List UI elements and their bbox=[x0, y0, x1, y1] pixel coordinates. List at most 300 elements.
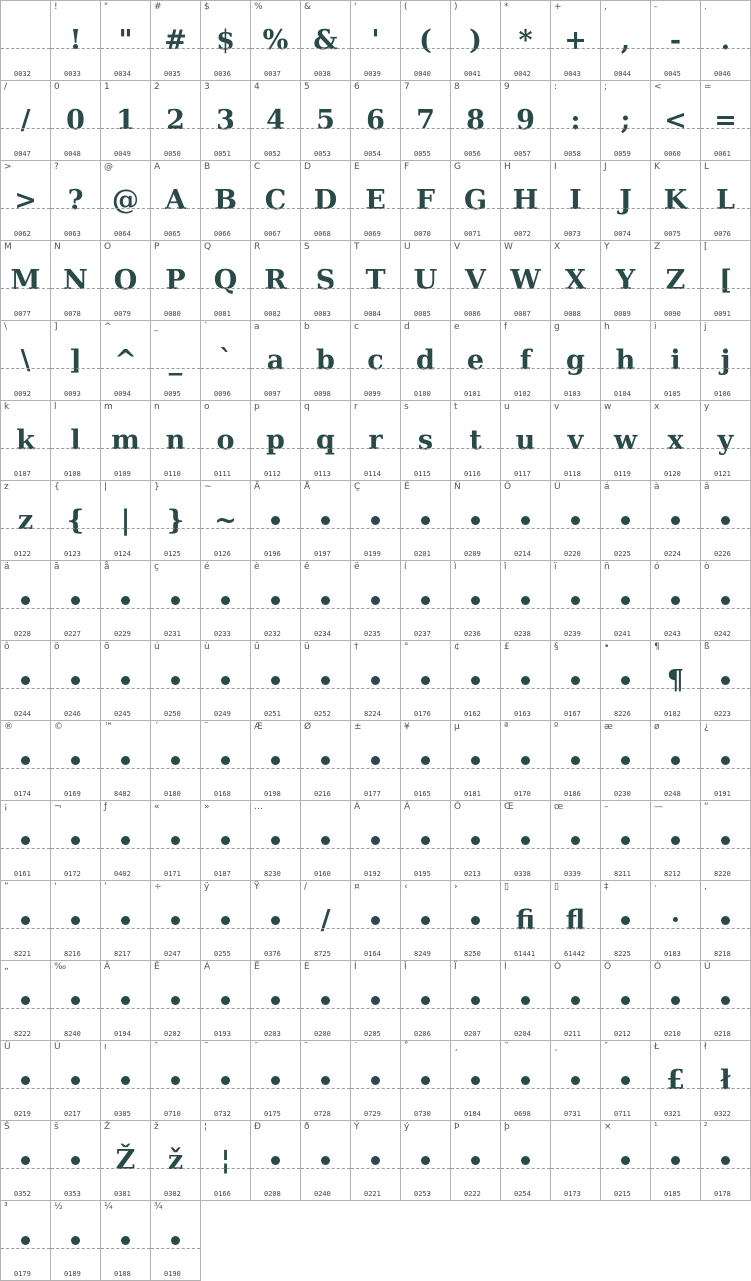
glyph-preview: $ bbox=[216, 24, 235, 56]
baseline-guide bbox=[101, 928, 150, 929]
glyph-cell bbox=[51, 81, 101, 161]
baseline-guide bbox=[601, 688, 650, 689]
char-code: 0402 bbox=[114, 870, 131, 878]
char-label: 9 bbox=[504, 82, 510, 92]
glyph-cell bbox=[201, 1041, 251, 1121]
glyph-cell bbox=[651, 1121, 701, 1201]
baseline-guide bbox=[651, 1008, 700, 1009]
missing-glyph-dot bbox=[1, 659, 50, 701]
char-code: 0728 bbox=[314, 1110, 331, 1118]
char-code: 8217 bbox=[114, 950, 131, 958]
baseline-guide bbox=[501, 1088, 550, 1089]
char-code: 0216 bbox=[314, 790, 331, 798]
char-code: 0244 bbox=[14, 710, 31, 718]
char-code: 0051 bbox=[214, 150, 231, 158]
char-code: 8230 bbox=[264, 870, 281, 878]
char-label: ; bbox=[604, 82, 608, 92]
baseline-guide bbox=[601, 368, 650, 369]
glyph-cell bbox=[451, 1041, 501, 1121]
glyph-cell bbox=[601, 321, 651, 401]
char-label: “ bbox=[704, 802, 709, 812]
char-label: › bbox=[454, 882, 458, 892]
char-code: 0729 bbox=[364, 1110, 381, 1118]
char-label: „ bbox=[4, 962, 9, 972]
glyph-cell bbox=[651, 81, 701, 161]
char-label: ç bbox=[154, 562, 159, 572]
char-label: ˛ bbox=[554, 1042, 559, 1052]
char-code: 0225 bbox=[614, 550, 631, 558]
char-label: § bbox=[554, 642, 559, 652]
dot-icon bbox=[271, 516, 280, 525]
glyph-preview: g bbox=[566, 344, 585, 376]
baseline-guide bbox=[651, 448, 700, 449]
char-code: 0218 bbox=[714, 1030, 731, 1038]
missing-glyph-dot bbox=[251, 1139, 300, 1181]
missing-glyph-dot bbox=[151, 579, 200, 621]
char-code: 0199 bbox=[364, 550, 381, 558]
glyph-preview: ; bbox=[620, 104, 631, 136]
glyph-cell bbox=[351, 641, 401, 721]
glyph-preview: { bbox=[66, 504, 85, 536]
glyph-preview: p bbox=[266, 424, 285, 456]
missing-glyph-dot bbox=[501, 739, 550, 781]
missing-glyph-dot bbox=[701, 499, 750, 541]
char-label: l bbox=[54, 402, 57, 412]
glyph-cell bbox=[501, 81, 551, 161]
dot-icon bbox=[321, 516, 330, 525]
glyph-cell bbox=[601, 561, 651, 641]
glyph-cell bbox=[1, 641, 51, 721]
baseline-guide bbox=[401, 688, 450, 689]
char-code: 8220 bbox=[714, 870, 731, 878]
char-code: 0050 bbox=[164, 150, 181, 158]
glyph-cell bbox=[201, 401, 251, 481]
char-code: 0101 bbox=[464, 390, 481, 398]
char-label: š bbox=[54, 1122, 59, 1132]
dot-icon bbox=[271, 1156, 280, 1165]
char-label: ½ bbox=[54, 1202, 63, 1212]
dot-icon bbox=[171, 916, 180, 925]
glyph-cell bbox=[401, 241, 451, 321]
glyph-cell bbox=[701, 881, 751, 961]
glyph-cell bbox=[601, 961, 651, 1041]
char-label: ³ bbox=[4, 1202, 8, 1212]
baseline-guide bbox=[201, 288, 250, 289]
baseline-guide bbox=[101, 1168, 150, 1169]
char-code: 0248 bbox=[664, 790, 681, 798]
missing-glyph-dot bbox=[351, 899, 400, 941]
missing-glyph-dot bbox=[151, 819, 200, 861]
char-code: 0126 bbox=[214, 550, 231, 558]
baseline-guide bbox=[201, 1168, 250, 1169]
glyph-cell bbox=[301, 401, 351, 481]
char-code: 0255 bbox=[214, 950, 231, 958]
char-code: 0117 bbox=[514, 470, 531, 478]
glyph-preview: S bbox=[315, 264, 336, 296]
missing-glyph-dot bbox=[701, 659, 750, 701]
glyph-cell bbox=[101, 81, 151, 161]
glyph-cell bbox=[251, 961, 301, 1041]
char-label: X bbox=[554, 242, 561, 252]
dot-icon bbox=[621, 676, 630, 685]
char-label: p bbox=[254, 402, 260, 412]
missing-glyph-dot bbox=[251, 979, 300, 1021]
char-label: ± bbox=[354, 722, 362, 732]
char-label: … bbox=[254, 802, 263, 812]
char-label: • bbox=[604, 642, 610, 652]
glyph-cell bbox=[201, 561, 251, 641]
baseline-guide bbox=[101, 368, 150, 369]
glyph-cell bbox=[551, 481, 601, 561]
char-label: L bbox=[704, 162, 710, 172]
char-label: ž bbox=[154, 1122, 159, 1132]
baseline-guide bbox=[501, 528, 550, 529]
glyph-cell bbox=[251, 1121, 301, 1201]
glyph-preview: & bbox=[313, 24, 338, 56]
baseline-guide bbox=[401, 1088, 450, 1089]
char-code: 0186 bbox=[564, 790, 581, 798]
glyph-cell bbox=[51, 1201, 101, 1281]
char-label: ÷ bbox=[154, 882, 162, 892]
char-label: Ò bbox=[654, 962, 662, 972]
baseline-guide bbox=[501, 688, 550, 689]
char-label: – bbox=[604, 802, 609, 812]
baseline-guide bbox=[501, 608, 550, 609]
baseline-guide bbox=[701, 448, 750, 449]
baseline-guide bbox=[1, 448, 50, 449]
char-code: 0109 bbox=[114, 470, 131, 478]
baseline-guide bbox=[551, 608, 600, 609]
glyph-cell bbox=[351, 1, 401, 81]
glyph-cell bbox=[501, 1121, 551, 1201]
char-code: 0237 bbox=[414, 630, 431, 638]
char-code: 0210 bbox=[664, 1030, 681, 1038]
glyph-preview: 3 bbox=[216, 104, 235, 136]
char-code: 0032 bbox=[14, 70, 31, 78]
char-label: É bbox=[404, 482, 410, 492]
glyph-preview: ~ bbox=[214, 504, 237, 536]
missing-glyph-dot bbox=[501, 659, 550, 701]
baseline-guide bbox=[51, 1088, 100, 1089]
baseline-guide bbox=[501, 928, 550, 929]
char-label: F bbox=[404, 162, 410, 172]
baseline-guide bbox=[401, 608, 450, 609]
glyph-preview: . bbox=[720, 24, 731, 56]
baseline-guide bbox=[101, 1008, 150, 1009]
baseline-guide bbox=[51, 688, 100, 689]
baseline-guide bbox=[651, 288, 700, 289]
dot-icon bbox=[471, 996, 480, 1005]
dot-icon bbox=[21, 756, 30, 765]
char-code: 0251 bbox=[264, 710, 281, 718]
missing-glyph-dot bbox=[251, 659, 300, 701]
missing-glyph-dot bbox=[601, 739, 650, 781]
char-label: $ bbox=[204, 2, 210, 12]
baseline-guide bbox=[151, 528, 200, 529]
baseline-guide bbox=[501, 768, 550, 769]
glyph-cell bbox=[101, 881, 151, 961]
glyph-cell bbox=[601, 161, 651, 241]
baseline-guide bbox=[1, 608, 50, 609]
glyph-cell bbox=[151, 721, 201, 801]
glyph-cell bbox=[51, 641, 101, 721]
char-code: 0164 bbox=[364, 950, 381, 958]
dot-icon bbox=[21, 916, 30, 925]
glyph-cell bbox=[101, 1041, 151, 1121]
char-label: ¼ bbox=[104, 1202, 113, 1212]
missing-glyph-dot bbox=[301, 979, 350, 1021]
missing-glyph-dot bbox=[251, 899, 300, 941]
dot-icon bbox=[271, 676, 280, 685]
char-code: 0163 bbox=[514, 710, 531, 718]
char-label: % bbox=[254, 2, 263, 12]
missing-glyph-dot bbox=[401, 739, 450, 781]
glyph-cell bbox=[451, 321, 501, 401]
glyph-preview: a bbox=[266, 344, 285, 376]
char-label: ‚ bbox=[704, 882, 707, 892]
missing-glyph-dot bbox=[201, 659, 250, 701]
glyph-cell bbox=[351, 81, 401, 161]
char-code: 0236 bbox=[464, 630, 481, 638]
char-label: ˆ bbox=[154, 1042, 159, 1052]
glyph-cell bbox=[651, 481, 701, 561]
char-label: ó bbox=[654, 562, 660, 572]
baseline-guide bbox=[501, 368, 550, 369]
glyph-preview: Ž bbox=[115, 1144, 136, 1176]
char-code: 0037 bbox=[264, 70, 281, 78]
char-code: 0078 bbox=[64, 310, 81, 318]
char-code: 0224 bbox=[664, 550, 681, 558]
dot-icon bbox=[571, 836, 580, 845]
char-label: 5 bbox=[304, 82, 310, 92]
missing-glyph-dot bbox=[351, 1139, 400, 1181]
char-label: R bbox=[254, 242, 261, 252]
char-code: 0217 bbox=[64, 1110, 81, 1118]
baseline-guide bbox=[301, 848, 350, 849]
glyph-preview: c bbox=[367, 344, 384, 376]
missing-glyph-dot bbox=[701, 739, 750, 781]
baseline-guide bbox=[551, 1088, 600, 1089]
glyph-preview: z bbox=[17, 504, 34, 536]
char-code: 0055 bbox=[414, 150, 431, 158]
glyph-preview: % bbox=[262, 24, 289, 56]
char-label: 7 bbox=[404, 82, 410, 92]
baseline-guide bbox=[51, 1248, 100, 1249]
glyph-cell bbox=[51, 481, 101, 561]
missing-glyph-dot bbox=[1, 979, 50, 1021]
baseline-guide bbox=[1, 48, 50, 49]
glyph-cell bbox=[501, 961, 551, 1041]
baseline-guide bbox=[151, 688, 200, 689]
glyph-preview: O bbox=[113, 264, 138, 296]
char-code: 0048 bbox=[64, 150, 81, 158]
char-code: 0201 bbox=[414, 550, 431, 558]
char-code: 0058 bbox=[564, 150, 581, 158]
char-code: 0119 bbox=[614, 470, 631, 478]
dot-icon bbox=[621, 756, 630, 765]
missing-glyph-dot bbox=[651, 499, 700, 541]
dot-icon bbox=[171, 1076, 180, 1085]
dot-icon bbox=[471, 756, 480, 765]
char-code: 0223 bbox=[714, 710, 731, 718]
baseline-guide bbox=[351, 928, 400, 929]
glyph-preview: q bbox=[316, 424, 335, 456]
baseline-guide bbox=[351, 608, 400, 609]
glyph-preview: / bbox=[20, 104, 31, 136]
char-label: ò bbox=[704, 562, 710, 572]
glyph-cell bbox=[51, 321, 101, 401]
missing-glyph-dot bbox=[701, 979, 750, 1021]
baseline-guide bbox=[401, 288, 450, 289]
baseline-guide bbox=[251, 848, 300, 849]
baseline-guide bbox=[651, 608, 700, 609]
dot-icon bbox=[121, 1236, 130, 1245]
missing-glyph-dot bbox=[451, 1139, 500, 1181]
glyph-cell bbox=[401, 1, 451, 81]
glyph-cell bbox=[351, 961, 401, 1041]
baseline-guide bbox=[1, 208, 50, 209]
glyph-preview: T bbox=[365, 264, 386, 296]
dot-icon bbox=[71, 836, 80, 845]
dot-icon bbox=[471, 516, 480, 525]
glyph-cell bbox=[651, 641, 701, 721]
missing-glyph-dot bbox=[301, 659, 350, 701]
dot-icon bbox=[171, 996, 180, 1005]
glyph-cell bbox=[301, 641, 351, 721]
baseline-guide bbox=[201, 768, 250, 769]
glyph-cell bbox=[351, 1121, 401, 1201]
char-code: 0063 bbox=[64, 230, 81, 238]
baseline-guide bbox=[651, 208, 700, 209]
char-code: 0085 bbox=[414, 310, 431, 318]
glyph-preview: ! bbox=[69, 24, 82, 56]
glyph-cell bbox=[651, 561, 701, 641]
glyph-preview: F bbox=[415, 184, 436, 216]
glyph-cell bbox=[401, 961, 451, 1041]
missing-glyph-dot bbox=[601, 579, 650, 621]
glyph-preview: s bbox=[417, 424, 434, 456]
glyph-preview: M bbox=[10, 264, 41, 296]
char-code: 0234 bbox=[314, 630, 331, 638]
dot-icon bbox=[321, 996, 330, 1005]
char-label: S bbox=[304, 242, 310, 252]
glyph-cell bbox=[401, 1121, 451, 1201]
char-label: è bbox=[254, 562, 260, 572]
dot-icon bbox=[471, 596, 480, 605]
missing-glyph-dot bbox=[551, 579, 600, 621]
char-code: 0161 bbox=[14, 870, 31, 878]
dot-icon bbox=[71, 676, 80, 685]
glyph-cell bbox=[301, 241, 351, 321]
baseline-guide bbox=[651, 928, 700, 929]
glyph-cell bbox=[601, 241, 651, 321]
char-code: 0228 bbox=[14, 630, 31, 638]
char-code: 0732 bbox=[214, 1110, 231, 1118]
glyph-preview: + bbox=[564, 24, 587, 56]
char-code: 0103 bbox=[564, 390, 581, 398]
char-label: º bbox=[554, 722, 559, 732]
baseline-guide bbox=[551, 768, 600, 769]
char-label: \ bbox=[4, 322, 8, 332]
glyph-preview: H bbox=[512, 184, 539, 216]
baseline-guide bbox=[201, 1088, 250, 1089]
char-code: 0035 bbox=[164, 70, 181, 78]
dot-icon bbox=[421, 596, 430, 605]
char-code: 0072 bbox=[514, 230, 531, 238]
dot-icon bbox=[21, 836, 30, 845]
char-code: 0243 bbox=[664, 630, 681, 638]
dot-icon bbox=[621, 916, 630, 925]
char-label: x bbox=[654, 402, 660, 412]
baseline-guide bbox=[451, 848, 500, 849]
glyph-preview: V bbox=[465, 264, 486, 296]
char-code: 0056 bbox=[464, 150, 481, 158]
glyph-cell bbox=[1, 401, 51, 481]
dot-icon bbox=[421, 676, 430, 685]
baseline-guide bbox=[151, 288, 200, 289]
missing-glyph-dot bbox=[451, 499, 500, 541]
baseline-guide bbox=[351, 1168, 400, 1169]
glyph-cell bbox=[451, 961, 501, 1041]
missing-glyph-dot bbox=[151, 659, 200, 701]
glyph-cell bbox=[501, 1, 551, 81]
glyph-preview: r bbox=[368, 424, 383, 456]
char-label: ü bbox=[304, 642, 310, 652]
dot-icon bbox=[271, 1076, 280, 1085]
char-label: { bbox=[54, 482, 60, 492]
baseline-guide bbox=[401, 448, 450, 449]
char-label: ‹ bbox=[404, 882, 408, 892]
missing-glyph-dot bbox=[101, 739, 150, 781]
missing-glyph-dot bbox=[701, 899, 750, 941]
dot-icon bbox=[671, 836, 680, 845]
baseline-guide bbox=[101, 288, 150, 289]
char-code: 0091 bbox=[714, 310, 731, 318]
missing-glyph-dot bbox=[101, 819, 150, 861]
glyph-cell bbox=[551, 81, 601, 161]
missing-glyph-dot bbox=[501, 1139, 550, 1181]
dot-icon bbox=[671, 756, 680, 765]
baseline-guide bbox=[251, 1008, 300, 1009]
char-label: Y bbox=[604, 242, 610, 252]
dot-icon bbox=[621, 516, 630, 525]
char-label: q bbox=[304, 402, 310, 412]
glyph-cell bbox=[551, 641, 601, 721]
char-code: 0207 bbox=[464, 1030, 481, 1038]
baseline-guide bbox=[301, 208, 350, 209]
baseline-guide bbox=[351, 528, 400, 529]
glyph-cell bbox=[351, 1041, 401, 1121]
missing-glyph-dot bbox=[551, 1059, 600, 1101]
dot-icon bbox=[571, 996, 580, 1005]
char-code: 0221 bbox=[364, 1190, 381, 1198]
baseline-guide bbox=[301, 368, 350, 369]
glyph-preview: > bbox=[14, 184, 37, 216]
char-label: Z bbox=[654, 242, 661, 252]
glyph-preview: - bbox=[669, 24, 682, 56]
glyph-preview: A bbox=[165, 184, 186, 216]
glyph-cell bbox=[651, 241, 701, 321]
baseline-guide bbox=[51, 608, 100, 609]
baseline-guide bbox=[1, 768, 50, 769]
baseline-guide bbox=[51, 48, 100, 49]
char-label: @ bbox=[104, 162, 113, 172]
glyph-preview: ﬁ bbox=[515, 904, 536, 936]
char-label: 1 bbox=[104, 82, 110, 92]
char-code: 0208 bbox=[264, 1190, 281, 1198]
missing-glyph-dot bbox=[151, 1219, 200, 1261]
dot-icon bbox=[471, 836, 480, 845]
